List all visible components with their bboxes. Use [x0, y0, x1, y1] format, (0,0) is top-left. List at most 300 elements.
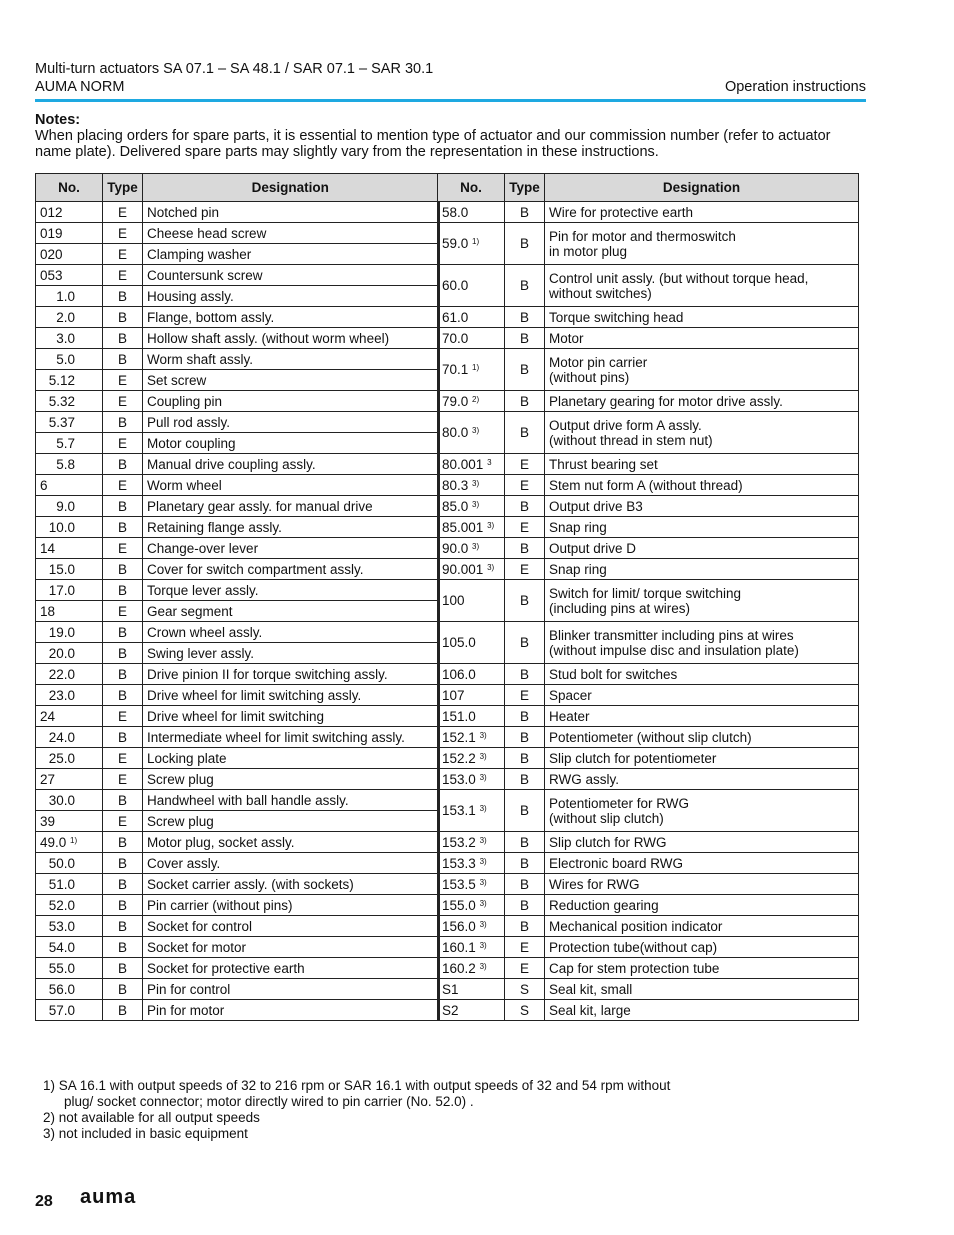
part-number: 85.001 — [442, 519, 484, 535]
table-row — [438, 202, 859, 223]
part-number-cell — [438, 496, 505, 517]
part-designation — [143, 601, 439, 622]
part-number-cell — [36, 328, 103, 349]
part-number: 153.1 — [442, 803, 476, 818]
part-number: 152.2 — [442, 750, 476, 766]
part-type: B — [505, 223, 545, 265]
part-designation — [143, 475, 439, 496]
table-row — [438, 916, 859, 937]
part-type: E — [103, 370, 143, 391]
table-row — [36, 937, 439, 958]
part-type: B — [103, 454, 143, 475]
part-designation — [545, 517, 859, 538]
table-row — [438, 853, 859, 874]
table-row — [36, 748, 439, 769]
part-type: B — [505, 349, 545, 391]
part-type: E — [103, 748, 143, 769]
part-type: B — [505, 853, 545, 874]
notes-block — [35, 112, 855, 160]
footnote-ref: 3) — [479, 898, 487, 908]
part-number: 160.1 — [442, 939, 476, 955]
designation-line-2: in motor plug — [549, 243, 628, 259]
part-number: 53.0 — [48, 918, 75, 934]
footnote-ref: 1) — [472, 237, 480, 246]
designation-line: Thrust bearing set — [549, 456, 658, 472]
part-type: B — [103, 916, 143, 937]
part-number: 24 — [40, 708, 56, 724]
part-number-cell — [438, 727, 505, 748]
part-number: 5.8 — [56, 456, 75, 472]
part-number-cell — [438, 664, 505, 685]
part-designation — [143, 286, 439, 307]
part-number-cell — [438, 769, 505, 790]
table-row — [36, 685, 439, 706]
part-number: 25.0 — [48, 750, 75, 766]
part-number-cell — [438, 580, 505, 622]
part-type: B — [505, 664, 545, 685]
part-type: B — [505, 265, 545, 307]
table-row — [438, 496, 859, 517]
part-designation — [143, 454, 439, 475]
part-designation — [545, 916, 859, 937]
table-row — [438, 979, 859, 1000]
designation-line-2: (without impulse disc and insulation plate) — [549, 642, 799, 658]
page-number: 28 — [35, 1193, 53, 1210]
part-type: E — [103, 601, 143, 622]
part-type: B — [505, 622, 545, 664]
part-designation — [545, 706, 859, 727]
part-number: 27 — [40, 771, 56, 787]
table-row — [36, 349, 439, 370]
part-number: 58.0 — [442, 204, 469, 220]
part-designation — [545, 853, 859, 874]
part-designation — [143, 979, 439, 1000]
footnote-ref: 3) — [472, 499, 480, 509]
part-type: E — [505, 559, 545, 580]
part-type: E — [103, 391, 143, 412]
designation-line: Mechanical position indicator — [549, 918, 723, 934]
part-number: 156.0 — [442, 918, 476, 934]
designation-line: Cover for switch compartment assly. — [147, 561, 364, 577]
part-designation — [143, 895, 439, 916]
table-row — [36, 622, 439, 643]
designation-line: Socket for motor — [147, 939, 247, 955]
footnotes — [43, 1078, 670, 1142]
notes-text: When placing orders for spare parts, it is essential to mention type of actuator and our commission number (refer to actuator name plate). Delivered spare parts may slightly vary from the representation in these instructions. — [35, 128, 831, 160]
part-number-cell — [36, 370, 103, 391]
table-row — [36, 475, 439, 496]
part-type: B — [505, 538, 545, 559]
designation-line: Output drive form A assly. — [549, 417, 702, 433]
table-row — [438, 559, 859, 580]
part-designation — [545, 769, 859, 790]
part-type: E — [103, 202, 143, 223]
footnote-ref: 1) — [70, 835, 78, 845]
part-designation — [545, 202, 859, 223]
table-row — [36, 223, 439, 244]
part-number: 19.0 — [48, 624, 75, 640]
part-number: 49.0 — [40, 834, 67, 850]
designation-line: Worm wheel — [147, 477, 222, 493]
designation-line: Motor plug, socket assly. — [147, 834, 295, 850]
table-row — [438, 727, 859, 748]
table-row — [438, 832, 859, 853]
part-designation — [545, 895, 859, 916]
part-number-cell — [438, 874, 505, 895]
part-type: B — [103, 832, 143, 853]
part-designation — [143, 643, 439, 664]
part-number-cell — [36, 538, 103, 559]
footnote-ref: 3) — [487, 562, 495, 572]
table-row — [36, 1000, 439, 1021]
footnote-ref: 3) — [472, 426, 480, 435]
table-row — [36, 958, 439, 979]
designation-line: Planetary gearing for motor drive assly. — [549, 393, 783, 409]
designation-line: Slip clutch for RWG — [549, 834, 667, 850]
part-designation — [143, 685, 439, 706]
part-designation — [545, 727, 859, 748]
table-row — [36, 874, 439, 895]
designation-line: Seal kit, large — [549, 1002, 631, 1018]
part-number-cell — [438, 895, 505, 916]
part-designation — [545, 307, 859, 328]
part-type: E — [103, 538, 143, 559]
part-number-cell — [36, 601, 103, 622]
part-type: B — [103, 622, 143, 643]
table-row — [438, 937, 859, 958]
designation-line: Stem nut form A (without thread) — [549, 477, 743, 493]
designation-line: Countersunk screw — [147, 267, 263, 283]
designation-line: Blinker transmitter including pins at wires — [549, 627, 794, 643]
part-number-cell — [438, 685, 505, 706]
part-number-cell — [36, 769, 103, 790]
table-row — [36, 895, 439, 916]
part-number: S1 — [442, 981, 459, 997]
part-number-cell — [438, 706, 505, 727]
part-number-cell — [36, 286, 103, 307]
part-designation — [143, 853, 439, 874]
designation-line: Pin carrier (without pins) — [147, 897, 293, 913]
part-designation — [143, 349, 439, 370]
part-type: B — [505, 748, 545, 769]
table-row — [438, 1000, 859, 1021]
part-designation — [545, 391, 859, 412]
part-number: 020 — [40, 246, 63, 262]
designation-line: Hollow shaft assly. (without worm wheel) — [147, 330, 390, 346]
part-number-cell — [438, 790, 505, 832]
designation-line: Slip clutch for potentiometer — [549, 750, 717, 766]
part-type: B — [103, 349, 143, 370]
designation-line: Flange, bottom assly. — [147, 309, 275, 325]
footnote-ref: 3) — [479, 772, 487, 782]
part-type: B — [103, 559, 143, 580]
table-row — [438, 790, 859, 832]
part-type: B — [505, 706, 545, 727]
footnote-ref: 3) — [479, 804, 487, 813]
part-type: B — [103, 979, 143, 1000]
designation-line: Motor coupling — [147, 435, 236, 451]
part-number-cell — [36, 1000, 103, 1021]
designation-line: Motor — [549, 330, 584, 346]
part-type: B — [103, 958, 143, 979]
table-row — [438, 328, 859, 349]
designation-line: RWG assly. — [549, 771, 620, 787]
designation-line: Cap for stem protection tube — [549, 960, 720, 976]
designation-line: Stud bolt for switches — [549, 666, 678, 682]
part-designation — [143, 202, 439, 223]
table-row — [438, 874, 859, 895]
part-type: S — [505, 979, 545, 1000]
designation-line: Pin for motor — [147, 1002, 225, 1018]
part-number-cell — [36, 874, 103, 895]
part-number-cell — [36, 307, 103, 328]
part-number-cell — [438, 517, 505, 538]
part-number: 6 — [40, 477, 48, 493]
part-number: 54.0 — [48, 939, 75, 955]
part-type: B — [103, 937, 143, 958]
designation-line: Planetary gear assly. for manual drive — [147, 498, 373, 514]
part-number-cell — [438, 202, 505, 223]
designation-line: Output drive B3 — [549, 498, 643, 514]
designation-line: Spacer — [549, 687, 592, 703]
table-row — [438, 685, 859, 706]
part-designation — [545, 496, 859, 517]
designation-line: Intermediate wheel for limit switching assly. — [147, 729, 405, 745]
part-number: 52.0 — [48, 897, 75, 913]
part-type: E — [103, 706, 143, 727]
part-number-cell — [36, 559, 103, 580]
part-number-cell — [36, 958, 103, 979]
part-number: 153.2 — [442, 834, 476, 850]
table-row — [36, 769, 439, 790]
document-title: Multi-turn actuators SA 07.1 – SA 48.1 / SAR 07.1 – SAR 30.1 — [35, 61, 434, 77]
designation-line: Output drive D — [549, 540, 637, 556]
part-number: 012 — [40, 204, 63, 220]
part-number-cell — [36, 391, 103, 412]
part-number: 59.0 — [442, 236, 469, 251]
part-number: 160.2 — [442, 960, 476, 976]
part-type: B — [505, 496, 545, 517]
table-row — [438, 706, 859, 727]
designation-line: Crown wheel assly. — [147, 624, 263, 640]
designation-line: Swing lever assly. — [147, 645, 255, 661]
table-row — [36, 601, 439, 622]
part-number-cell — [36, 265, 103, 286]
table-row — [36, 265, 439, 286]
part-type: B — [103, 286, 143, 307]
designation-line: Handwheel with ball handle assly. — [147, 792, 349, 808]
part-number-cell — [438, 223, 505, 265]
designation-line: Control unit assly. (but without torque head, — [549, 270, 809, 286]
part-designation — [545, 328, 859, 349]
part-number-cell — [438, 475, 505, 496]
table-row — [36, 454, 439, 475]
part-number-cell — [36, 664, 103, 685]
part-type: B — [505, 328, 545, 349]
part-designation — [545, 349, 859, 391]
designation-line: Manual drive coupling assly. — [147, 456, 316, 472]
spare-parts-table-right — [437, 173, 859, 1021]
spare-parts-table-left — [35, 173, 440, 1021]
designation-line: Locking plate — [147, 750, 227, 766]
designation-line: Snap ring — [549, 561, 607, 577]
part-designation — [143, 916, 439, 937]
part-type: B — [103, 328, 143, 349]
part-type: B — [505, 832, 545, 853]
part-number-cell — [438, 1000, 505, 1021]
table-row — [36, 202, 439, 223]
table-row — [438, 454, 859, 475]
part-designation — [545, 664, 859, 685]
part-designation — [545, 538, 859, 559]
footnote-1-continued: plug/ socket connector; motor directly wired to pin carrier (No. 52.0) . — [64, 1094, 474, 1109]
designation-line-2: (without thread in stem nut) — [549, 432, 713, 448]
footnote-ref: 3) — [487, 520, 495, 530]
part-number-cell — [36, 244, 103, 265]
part-number: 155.0 — [442, 897, 476, 913]
part-type: E — [505, 685, 545, 706]
part-number-cell — [36, 937, 103, 958]
table-row — [36, 307, 439, 328]
part-type: B — [505, 412, 545, 454]
part-type: B — [103, 1000, 143, 1021]
designation-line: Motor pin carrier — [549, 354, 648, 370]
designation-line: Drive wheel for limit switching assly. — [147, 687, 362, 703]
part-designation — [143, 517, 439, 538]
part-type: B — [505, 202, 545, 223]
part-type: E — [103, 433, 143, 454]
part-number: 5.12 — [48, 372, 75, 388]
part-number-cell — [438, 916, 505, 937]
table-row — [36, 496, 439, 517]
part-number: 70.1 — [442, 362, 469, 377]
part-type: B — [103, 307, 143, 328]
part-number: 23.0 — [48, 687, 75, 703]
part-number-cell — [438, 979, 505, 1000]
document-subtitle: AUMA NORM — [35, 79, 125, 95]
part-number-cell — [36, 979, 103, 1000]
table-row — [438, 538, 859, 559]
part-designation — [545, 454, 859, 475]
footnote-ref: 3) — [479, 919, 487, 929]
part-type: E — [103, 811, 143, 832]
part-type: B — [505, 307, 545, 328]
part-number: 39 — [40, 813, 56, 829]
part-number-cell — [36, 790, 103, 811]
table-row — [36, 412, 439, 433]
part-number: 019 — [40, 225, 63, 241]
part-designation — [545, 412, 859, 454]
part-number-cell — [438, 853, 505, 874]
table-row — [36, 328, 439, 349]
table-row — [438, 622, 859, 664]
part-number: 57.0 — [48, 1002, 75, 1018]
part-number-cell — [438, 454, 505, 475]
part-number: 50.0 — [48, 855, 75, 871]
part-number-cell — [36, 349, 103, 370]
designation-line: Torque lever assly. — [147, 582, 259, 598]
part-number: 100 — [442, 593, 465, 608]
part-number-cell — [36, 202, 103, 223]
page-header — [35, 60, 866, 96]
part-designation — [143, 958, 439, 979]
part-number-cell — [36, 748, 103, 769]
column-header-no: No. — [36, 174, 103, 202]
part-type: B — [505, 790, 545, 832]
part-number: 105.0 — [442, 635, 476, 650]
table-row — [36, 916, 439, 937]
table-row — [36, 979, 439, 1000]
part-number: 14 — [40, 540, 56, 556]
part-type: B — [103, 412, 143, 433]
part-type: B — [103, 580, 143, 601]
part-type: B — [103, 790, 143, 811]
part-designation — [143, 580, 439, 601]
table-row — [36, 559, 439, 580]
part-designation — [545, 958, 859, 979]
part-number: 053 — [40, 267, 63, 283]
column-header-type: Type — [505, 174, 545, 202]
part-number: 51.0 — [48, 876, 75, 892]
part-number-cell — [36, 412, 103, 433]
part-designation — [545, 223, 859, 265]
table-row — [36, 790, 439, 811]
part-type: B — [505, 916, 545, 937]
table-row — [438, 895, 859, 916]
part-number: 30.0 — [48, 792, 75, 808]
part-number-cell — [438, 391, 505, 412]
part-number-cell — [36, 496, 103, 517]
part-number-cell — [438, 349, 505, 391]
part-designation — [545, 937, 859, 958]
designation-line-2: (without pins) — [549, 369, 630, 385]
table-row — [438, 748, 859, 769]
designation-line: Wires for RWG — [549, 876, 640, 892]
table-row — [438, 769, 859, 790]
table-row — [36, 727, 439, 748]
part-number: 79.0 — [442, 393, 469, 409]
part-number: 20.0 — [48, 645, 75, 661]
part-type: B — [505, 391, 545, 412]
designation-line: Screw plug — [147, 813, 214, 829]
part-type: B — [505, 895, 545, 916]
part-type: B — [103, 664, 143, 685]
table-row — [36, 580, 439, 601]
part-number-cell — [36, 643, 103, 664]
designation-line: Socket carrier assly. (with sockets) — [147, 876, 354, 892]
part-number-cell — [36, 727, 103, 748]
part-type: B — [103, 727, 143, 748]
designation-line: Socket for protective earth — [147, 960, 305, 976]
table-row — [438, 412, 859, 454]
part-number: 90.001 — [442, 561, 484, 577]
table-row — [36, 433, 439, 454]
part-number: 90.0 — [442, 540, 469, 556]
part-number-cell — [36, 433, 103, 454]
designation-line: Screw plug — [147, 771, 214, 787]
header-divider — [35, 99, 866, 102]
part-designation — [143, 370, 439, 391]
designation-line: Wire for protective earth — [549, 204, 694, 220]
designation-line: Pull rod assly. — [147, 414, 231, 430]
part-designation — [143, 307, 439, 328]
section-label: Operation instructions — [724, 79, 866, 95]
designation-line-2: (without slip clutch) — [549, 810, 664, 826]
part-designation — [545, 265, 859, 307]
table-row — [438, 664, 859, 685]
part-number-cell — [36, 580, 103, 601]
part-designation — [545, 1000, 859, 1021]
